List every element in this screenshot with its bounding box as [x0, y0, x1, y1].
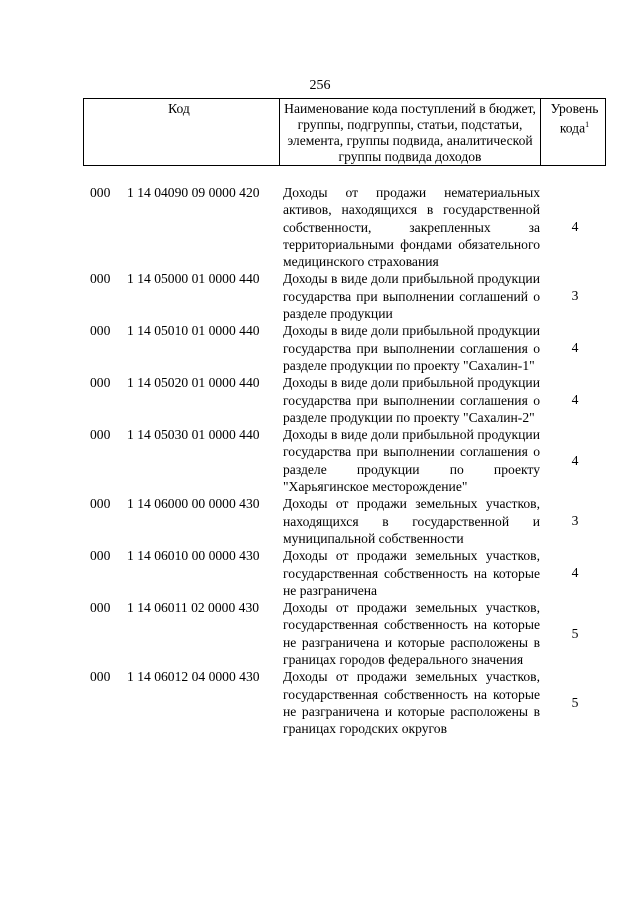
budget-code: 1 14 05020 01 0000 440 — [127, 375, 260, 391]
table-row — [0, 322, 640, 374]
income-name: Доходы в виде доли прибыльной продукции государства при выполнении соглашения о разделе продукции по проекту "Сахалин-1" — [283, 323, 540, 373]
income-name: Доходы от продажи земельных участков, государственная собственность на которые не разграничена и которые расположены в границах городских округов — [283, 669, 540, 737]
admin-code: 000 — [90, 271, 111, 287]
table-row — [0, 599, 640, 668]
income-name: Доходы от продажи земельных участков, государственная собственность на которые не разграничена — [283, 548, 540, 598]
admin-code: 000 — [90, 600, 111, 616]
table-header — [83, 98, 606, 166]
budget-code: 1 14 06010 00 0000 430 — [127, 548, 260, 564]
header-level-footnote: 1 — [585, 120, 590, 129]
income-name: Доходы от продажи земельных участков, находящихся в государственной и муниципальной собственности — [283, 496, 540, 546]
table-row — [0, 270, 640, 322]
income-name: Доходы в виде доли прибыльной продукции государства при выполнении соглашения о разделе продукции по проекту "Харьягинское месторождение" — [283, 427, 540, 495]
code-level: 4 — [571, 565, 579, 581]
income-name: Доходы от продажи нематериальных активов, находящихся в государственной собственности, закрепленных за территориальными фондами обязательного медицинского страхования — [283, 185, 540, 270]
admin-code: 000 — [90, 496, 111, 512]
budget-code: 1 14 05000 01 0000 440 — [127, 271, 260, 287]
admin-code: 000 — [90, 548, 111, 564]
code-level: 4 — [571, 340, 579, 356]
table-row — [0, 495, 640, 547]
budget-code: 1 14 06012 04 0000 430 — [127, 669, 260, 685]
code-level: 3 — [571, 513, 579, 529]
income-name: Доходы от продажи земельных участков, государственная собственность на которые не разграничена и которые расположены в границах городов федерального значения — [283, 600, 540, 668]
budget-code: 1 14 06000 00 0000 430 — [127, 496, 260, 512]
header-level — [543, 101, 606, 137]
header-name: Наименование кода поступлений в бюджет, группы, подгруппы, статьи, подстатьи, элемента, группы подвида, аналитической группы подвида доходов — [284, 101, 536, 164]
admin-code: 000 — [90, 185, 111, 200]
table-row — [0, 426, 640, 495]
income-name: Доходы в виде доли прибыльной продукции государства при выполнении соглашения о разделе продукции по проекту "Сахалин-2" — [283, 375, 540, 425]
admin-code: 000 — [90, 427, 111, 443]
table-row — [0, 184, 640, 270]
code-level: 5 — [571, 625, 579, 641]
code-level: 3 — [571, 288, 579, 304]
admin-code: 000 — [90, 375, 111, 391]
header-code: Код — [168, 101, 190, 116]
code-level: 4 — [571, 452, 579, 468]
budget-code: 1 14 05030 01 0000 440 — [127, 427, 260, 443]
table-row — [0, 668, 640, 737]
header-level-label: Уровень кода — [550, 101, 599, 136]
budget-code: 1 14 04090 09 0000 420 — [127, 185, 260, 200]
income-name: Доходы в виде доли прибыльной продукции государства при выполнении соглашений о разделе продукции — [283, 271, 540, 322]
code-level: 4 — [571, 392, 579, 408]
page-number: 256 — [309, 78, 331, 93]
budget-code: 1 14 05010 01 0000 440 — [127, 323, 260, 339]
table-body — [0, 184, 640, 738]
code-level: 4 — [571, 219, 579, 235]
admin-code: 000 — [90, 669, 111, 685]
table-row — [0, 547, 640, 599]
table-row — [0, 374, 640, 426]
code-level: 5 — [571, 694, 579, 710]
admin-code: 000 — [90, 323, 111, 339]
budget-code: 1 14 06011 02 0000 430 — [127, 600, 260, 616]
